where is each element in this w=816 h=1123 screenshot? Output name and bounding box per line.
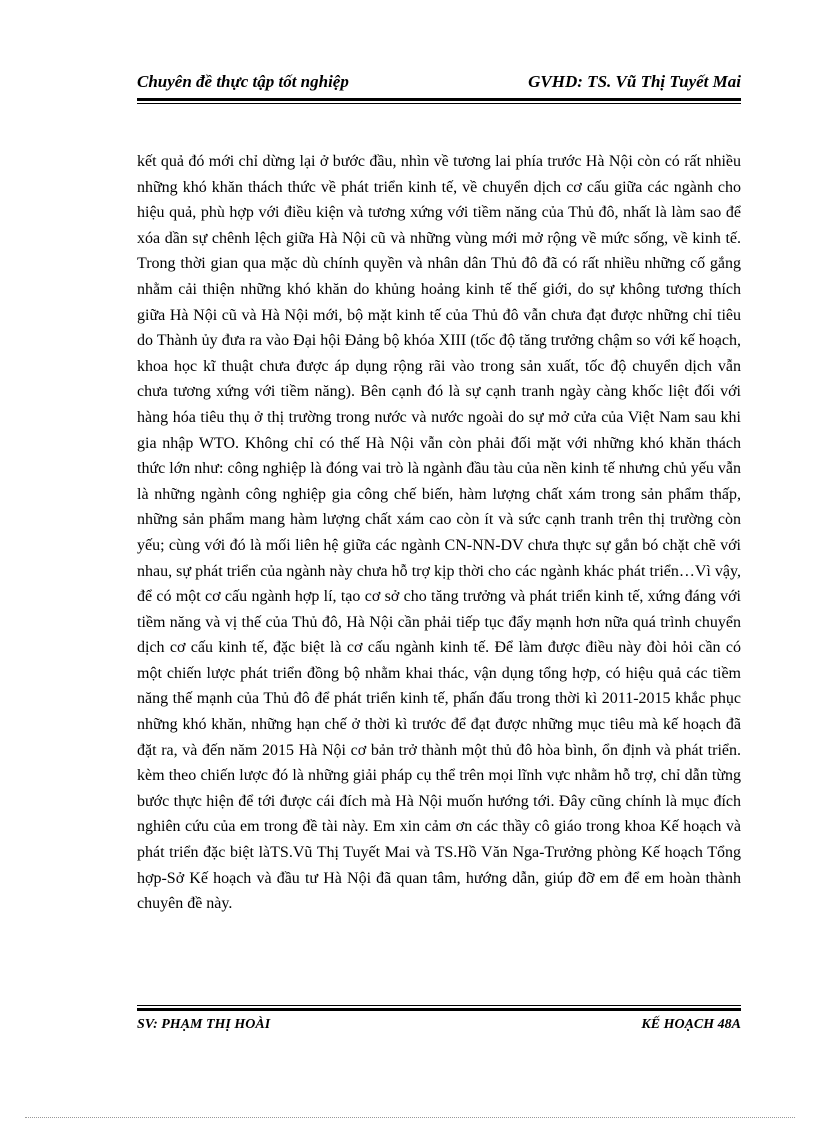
body-paragraph: kết quả đó mới chỉ dừng lại ở bước đầu, nhìn về tương lai phía trước Hà Nội còn có rất nhiều những khó khăn thách thức về phát triển kinh tế, về chuyển dịch cơ cấu giữa các ngành cho hiệu quả, phù hợp với điều kiện và tương xứng với tiềm năng của Thủ đô, nhất là làm sao để xóa dần sự chênh lệch giữa Hà Nội cũ và những vùng mới mở rộng về mức sống, về kinh tế. Trong thời gian qua mặc dù chính quyền và nhân dân Thủ đô đã có rất nhiều những cố gắng nhằm cải thiện những khó khăn do khủng hoảng kinh tế thế giới, do sự không tương thích giữa Hà Nội cũ và Hà Nội mới, bộ mặt kinh tế của Thủ đô vẫn chưa đạt được những chỉ tiêu do Thành ủy đưa ra vào Đại hội Đảng bộ khóa XIII (tốc độ tăng trưởng chậm so với kế hoạch, khoa học kĩ thuật chưa được áp dụng rộng rãi vào trong sản xuất, tốc độ chuyển dịch vẫn chưa tương xứng với tiềm năng). Bên cạnh đó là sự cạnh tranh ngày càng khốc liệt đối với hàng hóa tiêu thụ ở thị trường trong nước và nước ngoài do sự mở cửa của Việt Nam sau khi gia nhập WTO. Không chỉ có thế Hà Nội vẫn còn phải đối mặt với những khó khăn thách thức lớn như: công nghiệp là đóng vai trò là ngành đầu tàu của nền kinh tế nhưng chủ yếu vẫn là những ngành công nghiệp gia công chế biến, hàm lượng chất xám trong sản phẩm thấp, những sản phẩm mang hàm lượng chất xám cao còn ít và sức cạnh tranh trên thị trường còn yếu; cùng với đó là mối liên hệ giữa các ngành CN-NN-DV chưa thực sự gắn bó chặt chẽ với nhau, sự phát triển của ngành này chưa hỗ trợ kịp thời cho các ngành khác phát triển…Vì vậy, để có một cơ cấu ngành hợp lí, tạo cơ sở cho tăng trưởng và phát triển kinh tế, xứng đáng với tiềm năng và vị thế của Thủ đô, Hà Nội cần phải tiếp tục đẩy mạnh hơn nữa quá trình chuyển dịch cơ cấu kinh tế, đặc biệt là cơ cấu ngành kinh tế. Để làm được điều này đòi hỏi cần có một chiến lược phát triển đồng bộ nhằm khai thác, vận dụng tổng hợp, có hiệu quả các tiềm năng thế mạnh của Thủ đô để phát triển kinh tế, phấn đấu trong thời kì 2011-2015 khắc phục những khó khăn, những hạn chế ở thời kì trước để đạt được những mục tiêu mà kế hoạch đã đặt ra, và đến năm 2015 Hà Nội cơ bản trở thành một thủ đô hòa bình, ổn định và phát triển. kèm theo chiến lược đó là những giải pháp cụ thể trên mọi lĩnh vực nhằm hỗ trợ, chỉ dẫn từng bước thực hiện để tới được cái đích mà Hà Nội muốn hướng tới. Đây cũng chính là mục đích nghiên cứu của em trong đề tài này. Em xin cảm ơn các thầy cô giáo trong khoa Kế hoạch và phát triển đặc biệt làTS.Vũ Thị Tuyết Mai và TS.Hồ Văn Nga-Trưởng phòng Kế hoạch Tổng hợp-Sở Kế hoạch và đầu tư Hà Nội đã quan tâm, hướng dẫn, giúp đỡ em để em hoàn thành chuyên đề này.: [137, 153, 741, 913]
footer-rule-thin: [137, 1005, 741, 1006]
page-edge-divider: [25, 1117, 795, 1119]
footer-class: KẾ HOẠCH 48A: [641, 1017, 741, 1032]
header-title: Chuyên đề thực tập tốt nghiệp: [137, 72, 349, 91]
body-text: [137, 149, 741, 917]
header-rule-thin: [137, 103, 741, 104]
header-supervisor: GVHD: TS. Vũ Thị Tuyết Mai: [528, 72, 741, 91]
footer-rule-thick: [137, 1008, 741, 1011]
footer-student: SV: PHẠM THỊ HOÀI: [137, 1017, 271, 1032]
page-footer: [137, 1017, 741, 1041]
header-rule-thick: [137, 98, 741, 101]
